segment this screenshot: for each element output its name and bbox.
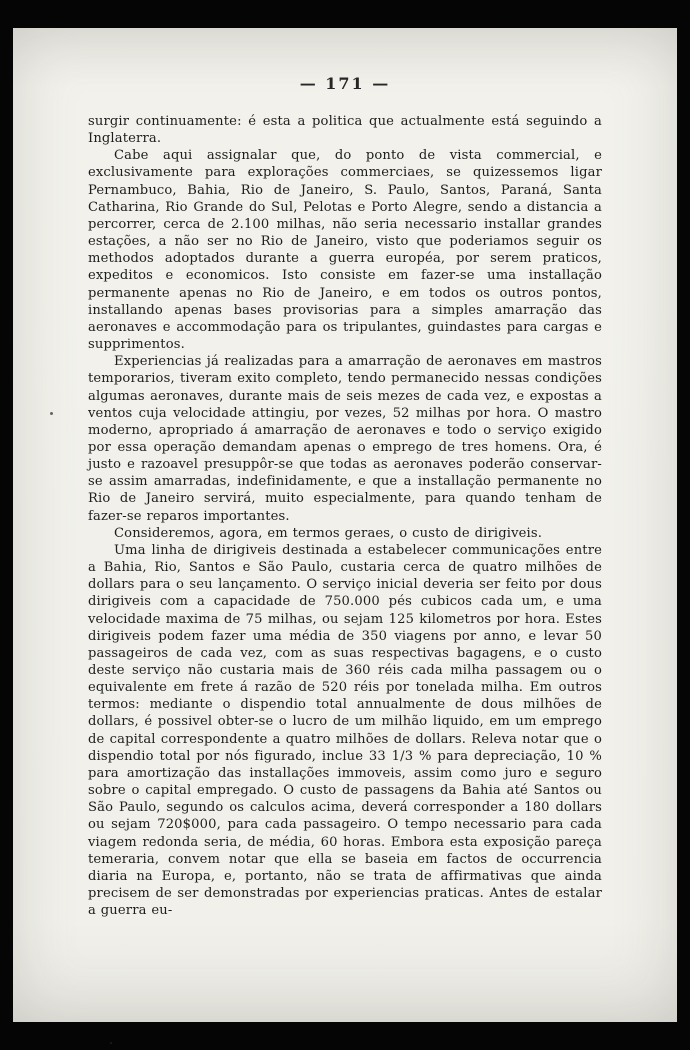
- paragraph: Consideremos, agora, em termos geraes, o custo de dirigiveis.: [114, 525, 543, 541]
- paragraph: Cabe aqui assignalar que, do ponto de vista commercial, e exclusivamente para explorações commerciaes, se quizessemos ligar Pernambuco, Bahia, Rio de Janeiro, S. Paulo, Santos, Paraná, Santa Catharina, Rio Grande do Sul, Pelotas e Porto Alegre, sendo a distancia a percorrer, cerca de 2.100 milhas, não seria necessario installar grandes estações, a não ser no Rio de Janeiro, visto que poderiamos seguir os methodos adoptados durante a guerra européa, por serem praticos, expeditos e economicos. Isto consiste em fazer-se uma installação permanente apenas no Rio de Janeiro, e em todos os outros pontos, installando apenas bases provisorias para a simples amarração das aeronaves e accommodação para os tripulantes, guindastes para cargas e supprimentos.: [88, 148, 602, 353]
- page-number: — 171 —: [299, 74, 391, 93]
- scan-artifact-speck: [110, 1042, 112, 1044]
- text-block: [88, 113, 602, 919]
- paragraph: Uma linha de dirigiveis destinada a estabelecer communicações entre a Bahia, Rio, Santos e São Paulo, custaria cerca de quatro milhões de dollars para o seu lançamento. O serviço inicial deveria ser feito por dous dirigiveis com a capacidade de 750.000 pés cubicos cada um, e uma velocidade maxima de 75 milhas, ou sejam 125 kilometros por hora. Estes dirigiveis podem fazer uma média de 350 viagens por anno, e levar 50 passageiros de cada vez, com as suas respectivas bagagens, e o custo deste serviço não custaria mais de 360 réis cada milha passagem ou o equivalente em frete á razão de 520 réis por tonelada milha. Em outros termos: mediante o dispendio total annualmente de dous milhões de dollars, é possivel obter-se o lucro de um milhão liquido, em um emprego de capital correspondente a quatro milhões de dollars. Releva notar que o dispendio total por nós figurado, inclue 33 1/3 % para depreciação, 10 % para amortização das installações immoveis, assim como juro e seguro sobre o capital empregado. O custo de passagens da Bahia até Santos ou São Paulo, segundo os calculos acima, deverá corresponder a 180 dollars ou sejam 720$000, para cada passageiro. O tempo necessario para cada viagem redonda seria, de média, 60 horas. Embora esta exposição pareça temeraria, convem notar que ella se baseia em factos de occurrencia diaria na Europa, e, portanto, não se trata de affirmativas que ainda precisem de ser demonstradas por experiencias praticas. Antes de estalar a guerra eu-: [88, 542, 602, 919]
- paragraph-continuation: surgir continuamente: é esta a politica que actualmente está seguindo a Inglaterra.: [88, 114, 602, 147]
- paragraph: Experiencias já realizadas para a amarração de aeronaves em mastros temporarios, tiveram exito completo, tendo permanecido nessas condições algumas aeronaves, durante mais de seis mezes de cada vez, e expostas a ventos cuja velocidade attingiu, por vezes, 52 milhas por hora. O mastro moderno, apropriado á amarração de aeronaves e todo o serviço exigido por essa operação demandam apenas o emprego de tres homens. Ora, é justo e razoavel presuppôr-se que todas as aeronaves poderão conservar-se assim amarradas, indefinidamente, e que a installação permanente no Rio de Janeiro servirá, muito especialmente, para quando tenham de fazer-se reparos importantes.: [88, 354, 602, 524]
- scan-artifact-speck: [50, 412, 53, 415]
- document-page: [13, 28, 677, 1022]
